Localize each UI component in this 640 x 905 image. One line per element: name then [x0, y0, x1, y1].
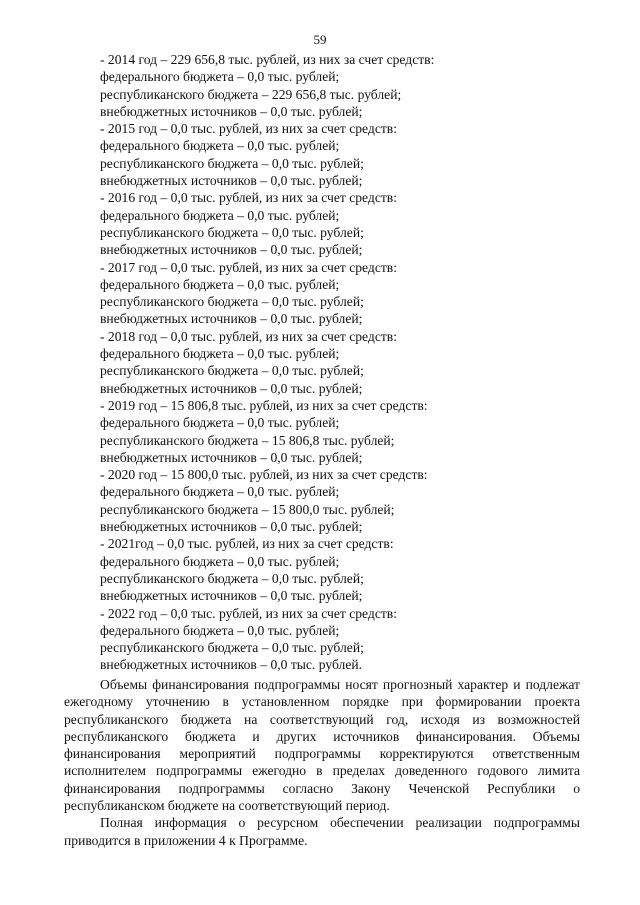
- funding-line: внебюджетных источников – 0,0 тыс. рублей.: [100, 657, 363, 673]
- body-paragraph: Объемы финансирования подпрограммы носят прогнозный характер и подлежат ежегодному уточнению в установленном порядке при формировании проекта республиканского бюджета на соответствующий год, исходя из возможностей республиканского бюджета и других источников финансирования. Объемы финансирования мероприятий подпрограммы корректируются ответственным исполнителем подпрограммы ежегодно в пределах доведенного годового лимита финансирования подпрограммы согласно Закону Чеченской Республики о республиканском бюджете на соответствующий период.: [64, 677, 580, 814]
- funding-line: - 2015 год – 0,0 тыс. рублей, из них за счет средств:: [100, 121, 397, 137]
- funding-line: - 2021год – 0,0 тыс. рублей, из них за счет средств:: [100, 536, 394, 552]
- funding-line: федерального бюджета – 0,0 тыс. рублей;: [100, 622, 340, 638]
- funding-line: республиканского бюджета – 15 800,0 тыс. рублей;: [100, 501, 395, 517]
- page-number: 59: [313, 32, 327, 47]
- funding-line: внебюджетных источников – 0,0 тыс. рублей;: [100, 103, 363, 119]
- funding-by-year-list: [100, 51, 580, 674]
- funding-line: внебюджетных источников – 0,0 тыс. рублей;: [100, 588, 363, 604]
- funding-line: республиканского бюджета – 15 806,8 тыс. рублей;: [100, 432, 395, 448]
- funding-line: республиканского бюджета – 0,0 тыс. рублей;: [100, 155, 364, 171]
- funding-line: внебюджетных источников – 0,0 тыс. рублей;: [100, 311, 363, 327]
- funding-line: - 2019 год – 15 806,8 тыс. рублей, из них за счет средств:: [100, 397, 428, 413]
- funding-line: - 2017 год – 0,0 тыс. рублей, из них за счет средств:: [100, 259, 397, 275]
- funding-line: федерального бюджета – 0,0 тыс. рублей;: [100, 69, 340, 85]
- funding-line: внебюджетных источников – 0,0 тыс. рублей;: [100, 380, 363, 396]
- funding-line: федерального бюджета – 0,0 тыс. рублей;: [100, 207, 340, 223]
- funding-line: - 2018 год – 0,0 тыс. рублей, из них за счет средств:: [100, 328, 397, 344]
- funding-line: - 2016 год – 0,0 тыс. рублей, из них за счет средств:: [100, 190, 397, 206]
- funding-line: внебюджетных источников – 0,0 тыс. рублей;: [100, 519, 363, 535]
- funding-line: внебюджетных источников – 0,0 тыс. рублей;: [100, 449, 363, 465]
- funding-line: внебюджетных источников – 0,0 тыс. рублей;: [100, 173, 363, 189]
- funding-line: республиканского бюджета – 0,0 тыс. рублей;: [100, 224, 364, 240]
- funding-line: федерального бюджета – 0,0 тыс. рублей;: [100, 346, 340, 362]
- funding-line: внебюджетных источников – 0,0 тыс. рублей;: [100, 242, 363, 258]
- funding-line: федерального бюджета – 0,0 тыс. рублей;: [100, 138, 340, 154]
- funding-line: федерального бюджета – 0,0 тыс. рублей;: [100, 553, 340, 569]
- funding-line: - 2022 год – 0,0 тыс. рублей, из них за счет средств:: [100, 605, 397, 621]
- funding-line: - 2020 год – 15 800,0 тыс. рублей, из них за счет средств:: [100, 467, 428, 483]
- body-paragraphs: [64, 676, 580, 849]
- funding-line: республиканского бюджета – 229 656,8 тыс. рублей;: [100, 86, 402, 102]
- funding-line: федерального бюджета – 0,0 тыс. рублей;: [100, 415, 340, 431]
- funding-line: республиканского бюджета – 0,0 тыс. рублей;: [100, 363, 364, 379]
- funding-line: республиканского бюджета – 0,0 тыс. рублей;: [100, 640, 364, 656]
- funding-line: - 2014 год – 229 656,8 тыс. рублей, из них за счет средств:: [100, 52, 435, 67]
- funding-line: федерального бюджета – 0,0 тыс. рублей;: [100, 276, 340, 292]
- body-paragraph: Полная информация о ресурсном обеспечении реализации подпрограммы приводится в приложении 4 к Программе.: [64, 815, 580, 848]
- funding-line: республиканского бюджета – 0,0 тыс. рублей;: [100, 294, 364, 310]
- funding-line: республиканского бюджета – 0,0 тыс. рублей;: [100, 570, 364, 586]
- funding-line: федерального бюджета – 0,0 тыс. рублей;: [100, 484, 340, 500]
